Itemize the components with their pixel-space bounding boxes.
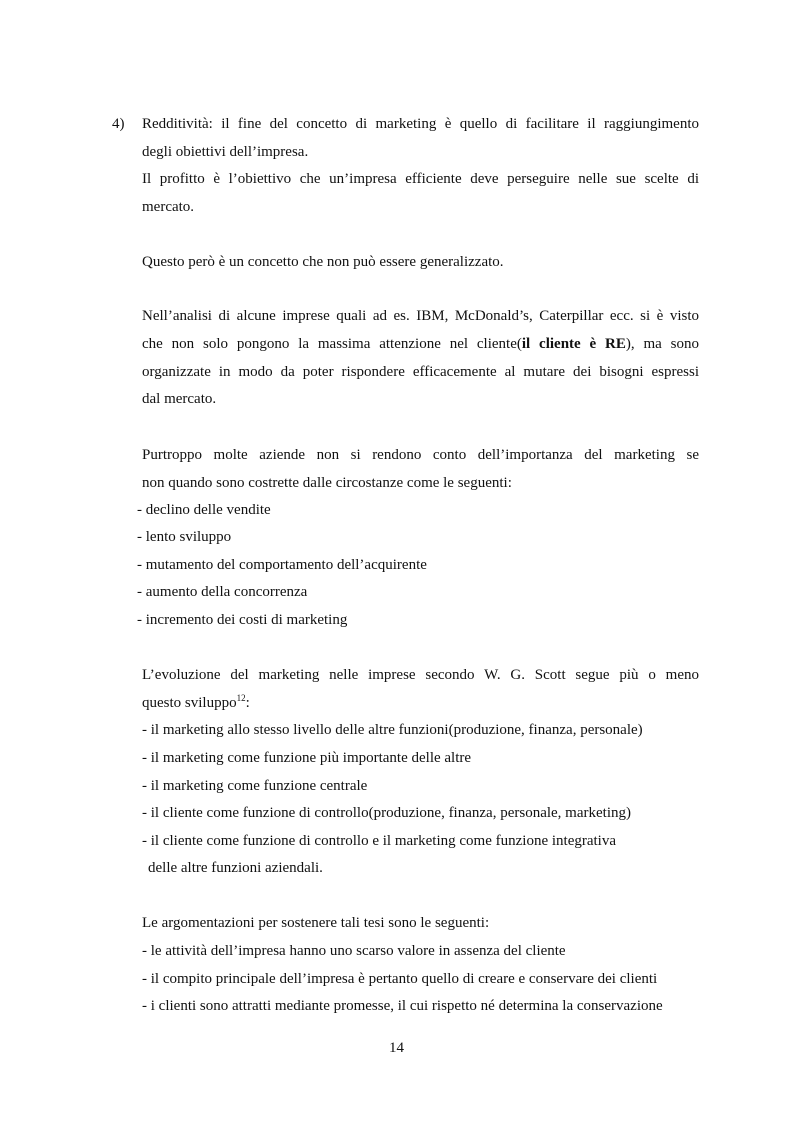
- text-span: ), ma sono: [625, 336, 699, 352]
- paragraph-line: organizzate in modo da poter rispondere efficacemente al mutare dei bisogni espressi: [142, 364, 699, 380]
- paragraph-line: L’evoluzione del marketing nelle imprese secondo W. G. Scott segue più o meno: [142, 667, 699, 683]
- list-item: - mutamento del comportamento dell’acquirente: [137, 557, 427, 573]
- paragraph-line: Nell’analisi di alcune imprese quali ad es. IBM, McDonald’s, Caterpillar ecc. si è visto: [142, 308, 699, 324]
- text-span: questo sviluppo: [142, 695, 237, 711]
- list-number: 4): [112, 116, 125, 132]
- list-item: - i clienti sono attratti mediante promesse, il cui rispetto né determina la conservazione: [142, 998, 663, 1014]
- paragraph-line: Le argomentazioni per sostenere tali tesi sono le seguenti:: [142, 915, 490, 931]
- text-span: che non solo pongono la massima attenzione nel cliente(: [142, 336, 522, 352]
- list-item: - lento sviluppo: [137, 529, 232, 545]
- list-item: - il cliente come funzione di controllo(produzione, finanza, personale, marketing): [142, 805, 631, 821]
- page-number: 14: [389, 1040, 404, 1056]
- list-item: - declino delle vendite: [137, 502, 271, 518]
- text-line: mercato.: [142, 199, 195, 215]
- text-span: :: [245, 695, 250, 711]
- paragraph-line: dal mercato.: [142, 391, 217, 407]
- list-item: - il marketing come funzione centrale: [142, 778, 368, 794]
- list-item: - aumento della concorrenza: [137, 584, 308, 600]
- paragraph-line: Questo però è un concetto che non può essere generalizzato.: [142, 254, 504, 270]
- footnote-reference: 12: [236, 693, 246, 703]
- list-item: - le attività dell’impresa hanno uno scarso valore in assenza del cliente: [142, 943, 566, 959]
- text-line: degli obiettivi dell’impresa.: [142, 144, 309, 160]
- list-item: - il marketing come funzione più importante delle altre: [142, 750, 472, 766]
- paragraph-line: [142, 694, 250, 712]
- list-item: - il cliente come funzione di controllo e il marketing come funzione integrativa: [142, 833, 616, 849]
- paragraph-line: Purtroppo molte aziende non si rendono conto dell’importanza del marketing se: [142, 447, 699, 463]
- text-line: Redditività: il fine del concetto di marketing è quello di facilitare il raggiungimento: [142, 116, 699, 132]
- paragraph-line: [142, 335, 699, 353]
- text-line: Il profitto è l’obiettivo che un’impresa efficiente deve perseguire nelle sue scelte di: [142, 171, 699, 187]
- list-item-continuation: delle altre funzioni aziendali.: [148, 860, 323, 876]
- paragraph-line: non quando sono costrette dalle circostanze come le seguenti:: [142, 475, 512, 491]
- list-item: - incremento dei costi di marketing: [137, 612, 348, 628]
- list-item: - il marketing allo stesso livello delle altre funzioni(produzione, finanza, personale): [142, 722, 643, 738]
- list-item: - il compito principale dell’impresa è pertanto quello di creare e conservare dei clienti: [142, 971, 658, 987]
- bold-phrase: il cliente è RE: [521, 336, 626, 352]
